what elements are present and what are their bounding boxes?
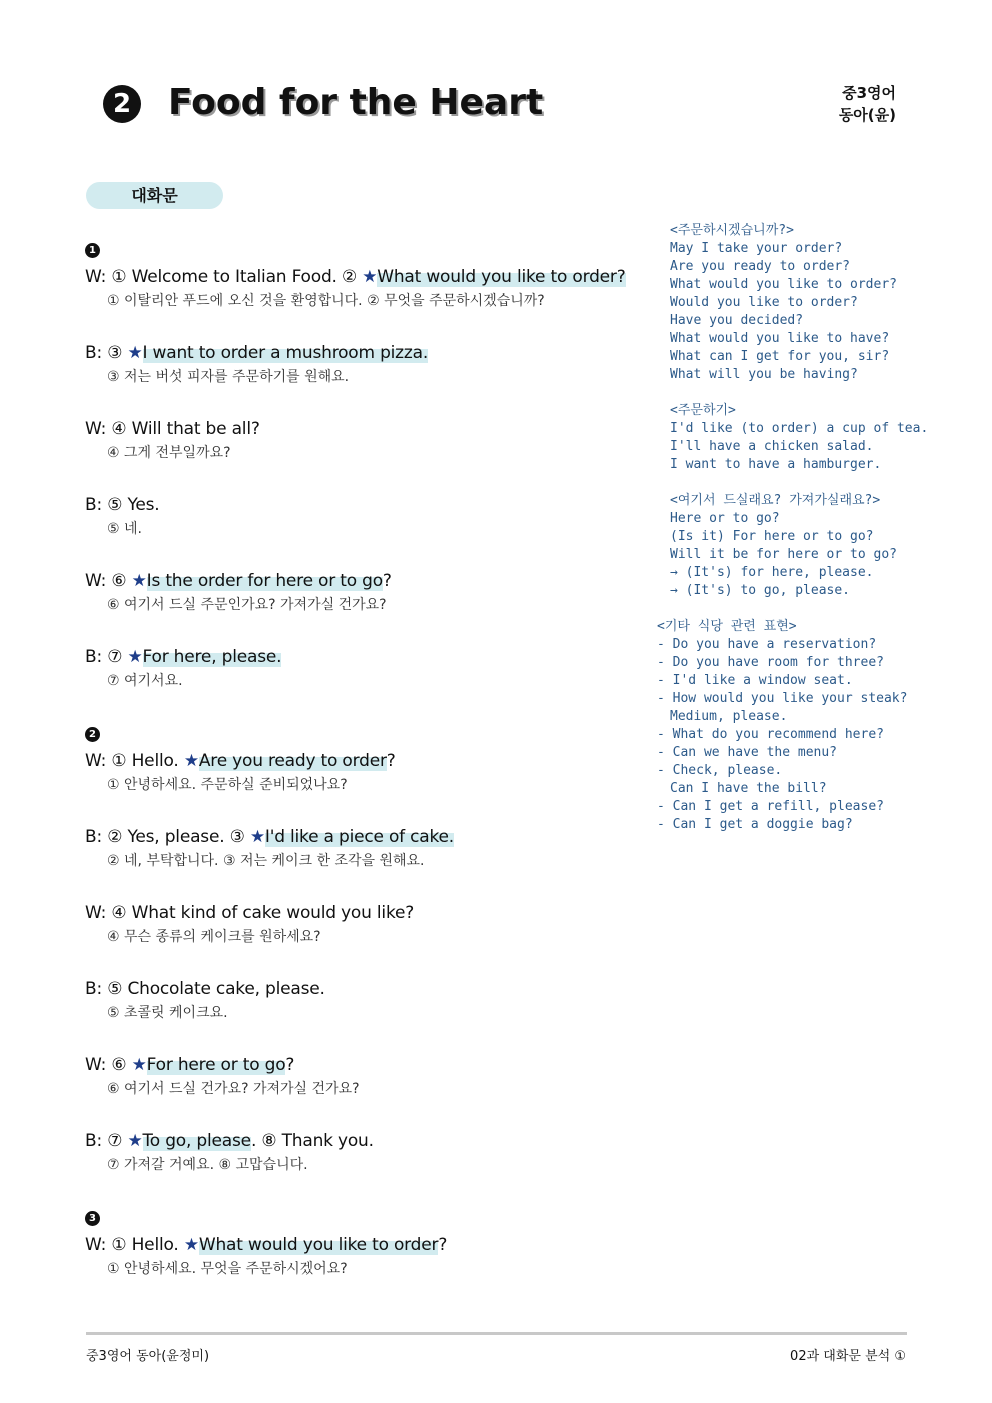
key-expression-highlight: For here, please. xyxy=(142,647,282,667)
expression-line: - Do you have room for three? xyxy=(657,655,884,670)
expression-line: May I take your order? xyxy=(670,241,843,256)
footer-divider xyxy=(86,1332,907,1335)
expression-line: What can I get for you, sir? xyxy=(670,349,890,364)
expression-group xyxy=(670,402,929,474)
dialogue-number-row xyxy=(85,238,665,258)
speaker-label: W: xyxy=(85,1235,107,1255)
dialogue-section xyxy=(85,722,665,1176)
speaker-label: B: xyxy=(85,1131,102,1151)
expression-group xyxy=(670,492,910,600)
korean-translation: ⑦ 여기서요. xyxy=(107,673,183,689)
speaker-label: W: xyxy=(85,751,107,771)
english-text: ⑤ Chocolate cake, please. xyxy=(107,979,325,999)
expression-line: Are you ready to order? xyxy=(670,259,851,274)
korean-translation: ④ 무슨 종류의 케이크를 원하세요? xyxy=(107,929,321,945)
dialogue-turn xyxy=(85,1052,665,1100)
key-expression-highlight: I want to order a mushroom pizza. xyxy=(142,343,429,363)
dialogue-turn xyxy=(85,568,665,616)
english-line xyxy=(85,568,665,594)
section-pill: 대화문 xyxy=(86,182,223,209)
dialogue-number-badge: 3 xyxy=(85,1211,100,1226)
english-text: ⑦ xyxy=(107,647,128,667)
english-line xyxy=(85,748,665,774)
dialogue-turn xyxy=(85,1128,665,1176)
dialogue-turn xyxy=(85,900,665,948)
english-text: ⑥ xyxy=(111,571,132,591)
english-text: ? xyxy=(386,751,396,771)
key-expression-star-icon: ★ xyxy=(131,571,147,591)
footer-right: 02과 대화문 분석 ① xyxy=(790,1349,906,1364)
dialogue-turn xyxy=(85,644,665,692)
dialogue-number-badge: 2 xyxy=(85,727,100,742)
dialogue-turn xyxy=(85,1232,665,1280)
grade-label: 중3영어 xyxy=(842,84,896,102)
expression-line: What would you like to order? xyxy=(670,277,897,292)
speaker-label: B: xyxy=(85,343,102,363)
key-expression-highlight: Are you ready to order xyxy=(198,751,387,771)
key-expression-star-icon: ★ xyxy=(362,267,378,287)
key-expression-highlight: What would you like to order xyxy=(198,1235,439,1255)
english-text: ② Yes, please. ③ xyxy=(107,827,250,847)
header-meta xyxy=(839,82,896,126)
dialogue-turn xyxy=(85,264,665,312)
expression-line: → (It's) for here, please. xyxy=(670,565,874,580)
page-title: Food for the Heart xyxy=(168,82,544,123)
key-expression-star-icon: ★ xyxy=(127,647,143,667)
dialogue-turn xyxy=(85,340,665,388)
expression-line: - Check, please. xyxy=(657,763,783,778)
english-text: ① Welcome to Italian Food. ② xyxy=(111,267,363,287)
expression-line: I want to have a hamburger. xyxy=(670,457,882,472)
english-text: ⑥ xyxy=(111,1055,132,1075)
expression-line: - Can we have the menu? xyxy=(657,745,838,760)
dialogue-number-badge: 1 xyxy=(85,243,100,258)
key-expression-star-icon: ★ xyxy=(131,1055,147,1075)
english-text: ? xyxy=(382,571,392,591)
footer-left: 중3영어 동아(윤정미) xyxy=(86,1349,210,1364)
korean-translation: ⑥ 여기서 드실 건가요? 가져가실 건가요? xyxy=(107,1081,360,1097)
key-expression-highlight: To go, please xyxy=(142,1131,251,1151)
expression-group-heading: <여기서 드실래요? 가져가실래요?> xyxy=(670,493,881,508)
expression-line: - Can I get a refill, please? xyxy=(657,799,884,814)
key-expression-highlight: What would you like to order? xyxy=(377,267,626,287)
english-text: ⑤ Yes. xyxy=(107,495,160,515)
english-text: ③ xyxy=(107,343,128,363)
dialogue-section xyxy=(85,1206,665,1280)
expression-line: (Is it) For here or to go? xyxy=(670,529,874,544)
key-expression-star-icon: ★ xyxy=(183,1235,199,1255)
english-line xyxy=(85,1128,665,1154)
expression-line: Medium, please. xyxy=(670,709,788,724)
korean-translation: ⑦ 가져갈 거예요. ⑧ 고맙습니다. xyxy=(107,1157,308,1173)
expression-line: Would you like to order? xyxy=(670,295,858,310)
expression-line: Here or to go? xyxy=(670,511,780,526)
key-expression-star-icon: ★ xyxy=(127,1131,143,1151)
expression-line: Can I have the bill? xyxy=(670,781,827,796)
publisher-label: 동아(윤) xyxy=(838,106,896,124)
dialogue-turn xyxy=(85,748,665,796)
speaker-label: W: xyxy=(85,903,107,923)
expression-line: - What do you recommend here? xyxy=(657,727,884,742)
speaker-label: W: xyxy=(85,1055,107,1075)
english-text: ? xyxy=(438,1235,448,1255)
expression-sidebar xyxy=(657,222,929,834)
korean-translation: ⑤ 네. xyxy=(107,521,142,537)
expression-line: I'd like (to order) a cup of tea. xyxy=(670,421,929,436)
korean-translation: ② 네, 부탁합니다. ③ 저는 케이크 한 조각을 원해요. xyxy=(107,853,425,869)
speaker-label: W: xyxy=(85,571,107,591)
speaker-label: B: xyxy=(85,979,102,999)
english-line xyxy=(85,1052,665,1078)
dialogue-turn xyxy=(85,824,665,872)
dialogue-number-row xyxy=(85,722,665,742)
english-text: ④ What kind of cake would you like? xyxy=(111,903,415,923)
key-expression-star-icon: ★ xyxy=(249,827,265,847)
english-line xyxy=(85,1232,665,1258)
dialogue-column xyxy=(85,238,665,1282)
english-line xyxy=(85,900,665,926)
speaker-label: B: xyxy=(85,495,102,515)
speaker-label: B: xyxy=(85,647,102,667)
korean-translation: ① 이탈리안 푸드에 오신 것을 환영합니다. ② 무엇을 주문하시겠습니까? xyxy=(107,293,545,309)
english-text: ① Hello. xyxy=(111,1235,184,1255)
dialogue-turn xyxy=(85,416,665,464)
expression-group xyxy=(657,618,910,834)
english-line xyxy=(85,492,665,518)
english-line xyxy=(85,976,665,1002)
expression-line: Will it be for here or to go? xyxy=(670,547,897,562)
key-expression-star-icon: ★ xyxy=(127,343,143,363)
expression-group-heading: <기타 식당 관련 표현> xyxy=(657,619,797,634)
expression-line: Have you decided? xyxy=(670,313,804,328)
expression-group-heading: <주문하시겠습니까?> xyxy=(670,223,794,238)
dialogue-number-row xyxy=(85,1206,665,1226)
korean-translation: ③ 저는 버섯 피자를 주문하기를 원해요. xyxy=(107,369,350,385)
lesson-number-badge: 2 xyxy=(103,85,141,123)
korean-translation: ① 안녕하세요. 주문하실 준비되었나요? xyxy=(107,777,348,793)
expression-line: - I'd like a window seat. xyxy=(657,673,853,688)
korean-translation: ④ 그게 전부일까요? xyxy=(107,445,231,461)
korean-translation: ① 안녕하세요. 무엇을 주문하시겠어요? xyxy=(107,1261,348,1277)
english-text: ⑦ xyxy=(107,1131,128,1151)
dialogue-turn xyxy=(85,976,665,1024)
speaker-label: W: xyxy=(85,419,107,439)
english-text: ④ Will that be all? xyxy=(111,419,260,439)
dialogue-section xyxy=(85,238,665,692)
english-line xyxy=(85,824,665,850)
english-text: ? xyxy=(285,1055,295,1075)
english-text: ① Hello. xyxy=(111,751,184,771)
key-expression-highlight: For here or to go xyxy=(146,1055,286,1075)
expression-line: - How would you like your steak? xyxy=(657,691,908,706)
expression-line: - Can I get a doggie bag? xyxy=(657,817,853,832)
key-expression-highlight: Is the order for here or to go xyxy=(146,571,383,591)
speaker-label: W: xyxy=(85,267,107,287)
expression-line: I'll have a chicken salad. xyxy=(670,439,874,454)
speaker-label: B: xyxy=(85,827,102,847)
key-expression-star-icon: ★ xyxy=(183,751,199,771)
expression-line: What would you like to have? xyxy=(670,331,890,346)
expression-line: → (It's) to go, please. xyxy=(670,583,851,598)
english-line xyxy=(85,416,665,442)
key-expression-highlight: I'd like a piece of cake. xyxy=(264,827,455,847)
korean-translation: ⑤ 초콜릿 케이크요. xyxy=(107,1005,228,1021)
expression-line: What will you be having? xyxy=(670,367,858,382)
expression-group-heading: <주문하기> xyxy=(670,403,736,418)
expression-group xyxy=(670,222,910,384)
english-line xyxy=(85,340,665,366)
dialogue-turn xyxy=(85,492,665,540)
english-line xyxy=(85,264,665,290)
expression-line: - Do you have a reservation? xyxy=(657,637,877,652)
english-text: . ⑧ Thank you. xyxy=(250,1131,374,1151)
korean-translation: ⑥ 여기서 드실 주문인가요? 가져가실 건가요? xyxy=(107,597,387,613)
english-line xyxy=(85,644,665,670)
